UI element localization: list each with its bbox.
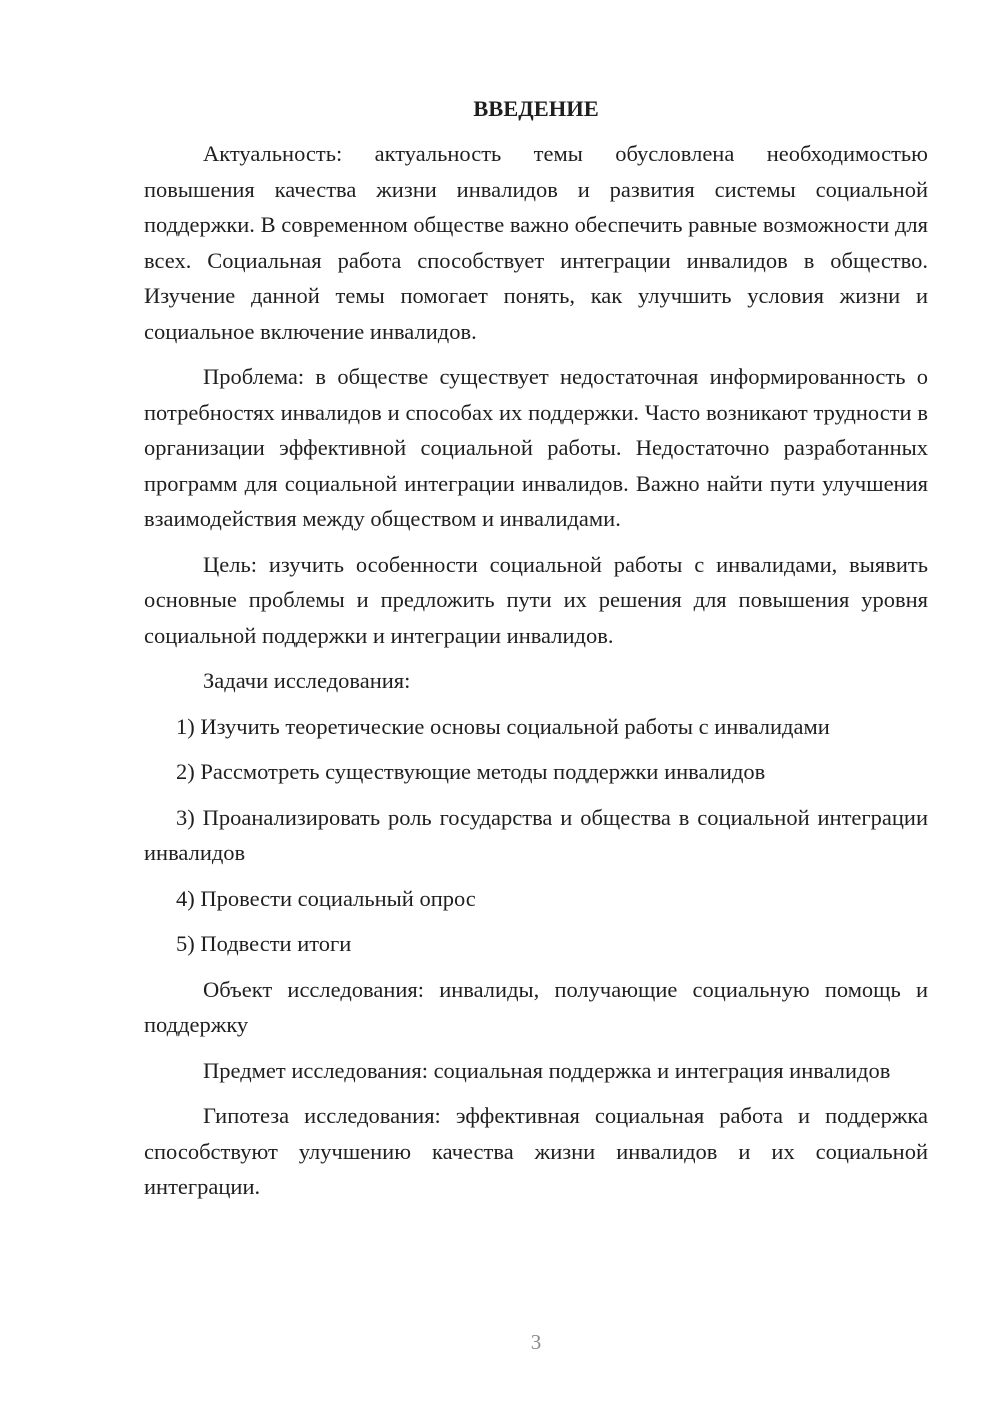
tasks-heading: Задачи исследования: [203,668,411,693]
page-content [144,90,928,1215]
task-item: 2) Рассмотреть существующие методы поддержки инвалидов [176,759,766,784]
hypothesis-paragraph: Гипотеза исследования: эффективная социальная работа и поддержка способствуют улучшению качества жизни инвалидов и их социальной интеграции. [144,1103,928,1199]
task-item: 3) Проанализировать роль государства и общества в социальной интеграции инвалидов [144,804,928,865]
task-item: 5) Подвести итоги [176,931,352,956]
section-heading: ВВЕДЕНИЕ [473,96,599,121]
task-item: 1) Изучить теоретические основы социальной работы с инвалидами [176,713,830,739]
goal-paragraph: Цель: изучить особенности социальной работы с инвалидами, выявить основные проблемы и предложить пути их решения для повышения уровня социальной поддержки и интеграции инвалидов. [144,551,928,648]
subject-paragraph: Предмет исследования: социальная поддержка и интеграция инвалидов [203,1057,891,1083]
relevance-paragraph: Актуальность: актуальность темы обусловлена необходимостью повышения качества жизни инвалидов и развития системы социальной поддержки. В современном обществе важно обеспечить равные возможности для всех. Социальная работа способствует интеграции инвалидов в общество. Изучение данной темы помогает понять, как улучшить условия жизни и социальное включение инвалидов. [144,141,928,344]
page-number: 3 [530,1330,542,1354]
object-paragraph: Объект исследования: инвалиды, получающие социальную помощь и поддержку [144,976,928,1037]
task-item: 4) Провести социальный опрос [176,885,476,911]
problem-paragraph: Проблема: в обществе существует недостаточная информированность о потребностях инвалидов и способах их поддержки. Часто возникают трудности в организации эффективной социальной работы. Недостаточно разработанных программ для социальной интеграции инвалидов. Важно найти пути улучшения взаимодействия между обществом и инвалидами. [144,364,928,531]
